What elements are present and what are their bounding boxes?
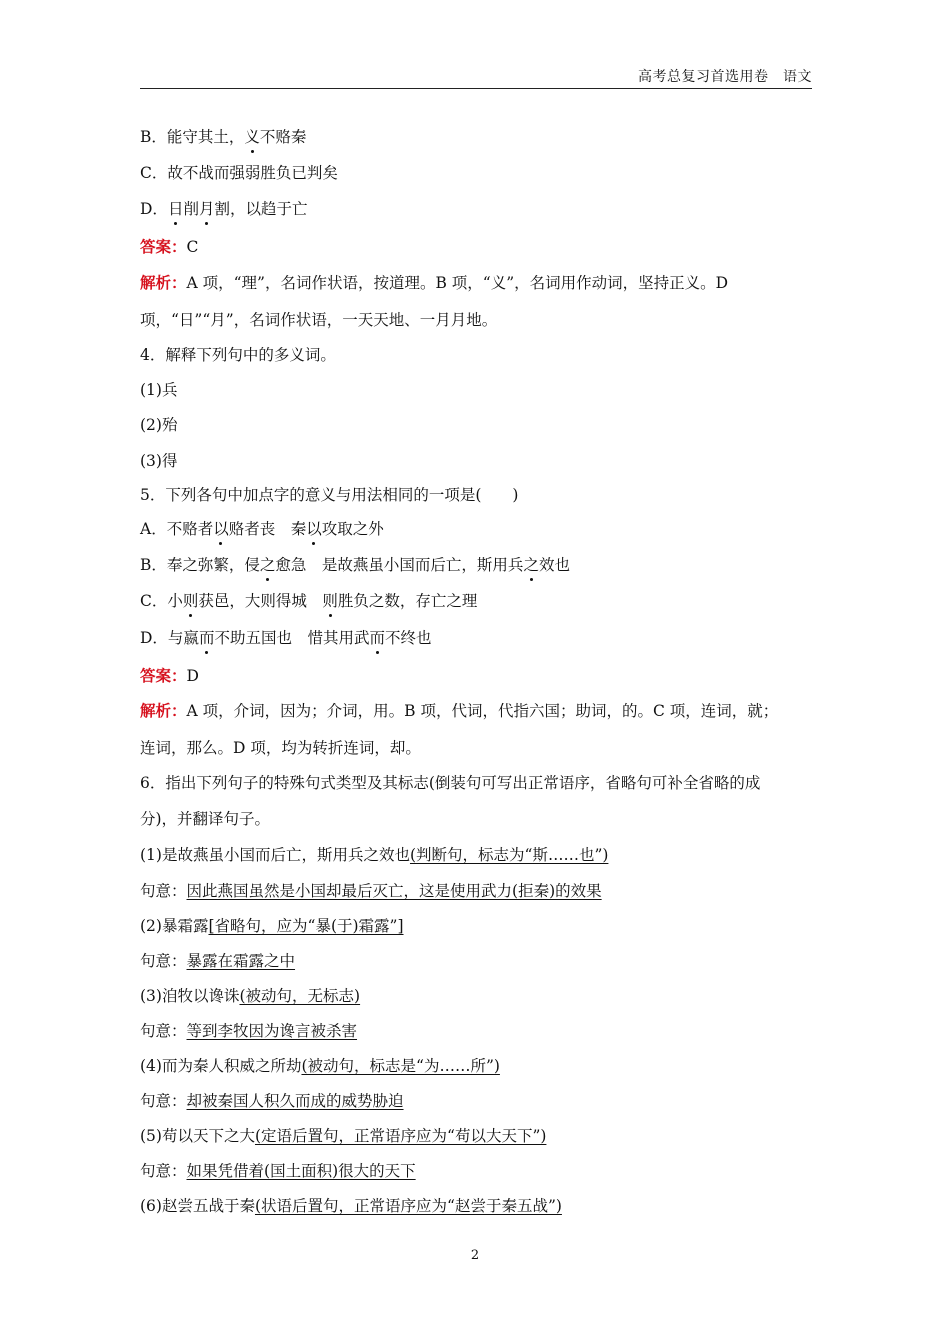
q3-answer: [140, 236, 198, 258]
answer-note: (状语后置句，正常语序应为“赵尝于秦五战”): [254, 1197, 562, 1215]
q4-stem: 4．解释下列句中的多义词。: [140, 346, 336, 364]
q6-item-6: (6)赵尝五战于秦(状语后置句，正常语序应为“赵尝于秦五战”): [140, 1197, 562, 1215]
dotted-char: 而: [369, 629, 385, 647]
dotted-char: 之: [259, 556, 276, 574]
q3-option-b: B．能守其土，义不赂秦: [140, 128, 307, 146]
q3-analysis-line-2: 项，“日”“月”，名词作状语，一天天地、一月月地。: [140, 311, 498, 329]
answer-note: (被动句，无标志): [239, 987, 361, 1005]
q6-meaning-1: 句意：因此燕国虽然是小国却最后灭亡，这是使用武力(拒秦)的效果: [140, 882, 602, 900]
q3-option-c: C．故不战而强弱胜负已判矣: [140, 164, 338, 182]
dotted-char: 之: [523, 556, 539, 574]
q5-option-a: A．不赂者以赂者丧 秦以攻取之外: [140, 520, 384, 538]
answer-note: (判断句，标志为“斯……也”): [409, 846, 609, 864]
meaning-text: 等到李牧因为谗言被杀害: [186, 1022, 358, 1040]
q5-option-b: B．奉之弥繁，侵之愈急 是故燕虽小国而后亡，斯用兵之效也: [140, 556, 570, 574]
q5-analysis-line-2: 连词，那么。D 项，均为转折连词，却。: [140, 739, 421, 757]
analysis-label: 解析：: [140, 273, 187, 292]
answer-label: 答案：: [140, 237, 187, 256]
q6-item-2: (2)暴霜露[省略句，应为“暴(于)霜露”]: [140, 917, 404, 935]
dotted-char: 日: [167, 200, 184, 218]
answer-label: 答案：: [140, 666, 187, 685]
dotted-char: 以: [213, 520, 229, 538]
dotted-char: 则: [182, 592, 199, 610]
q3-analysis-line-1: 解析：A 项，“理”，名词作状语，按道理。B 项，“义”，名词用作动词，坚持正义。D: [140, 273, 729, 292]
answer-value: D: [186, 667, 199, 685]
q5-option-c: C．小则获邑，大则得城 则胜负之数，存亡之理: [140, 592, 478, 610]
q6-item-1: (1)是故燕虽小国而后亡，斯用兵之效也(判断句，标志为“斯……也”): [140, 846, 609, 864]
answer-note: [省略句，应为“暴(于)霜露”]: [208, 917, 404, 935]
dotted-char: 月: [198, 200, 215, 218]
meaning-text: 暴露在霜露之中: [186, 952, 296, 970]
q6-meaning-4: 句意：却被秦国人积久而成的威势胁迫: [140, 1092, 404, 1110]
page-header: [140, 66, 812, 89]
q6-stem-line-2: 分)，并翻译句子。: [140, 810, 271, 828]
q6-item-4: (4)而为秦人积威之所劫(被动句，标志是“为……所”): [140, 1057, 500, 1075]
q4-item-3: (3)得: [140, 452, 178, 470]
q6-meaning-5: 句意：如果凭借着(国土面积)很大的天下: [140, 1162, 416, 1180]
analysis-label: 解析：: [140, 701, 187, 720]
answer-note: (被动句，标志是“为……所”): [301, 1057, 500, 1075]
q6-item-3: (3)洎牧以谗诛(被动句，无标志): [140, 987, 361, 1005]
q5-analysis-line-1: 解析：A 项，介词，因为；介词，用。B 项，代词，代指六国；助词，的。C 项，连词，就；: [140, 701, 779, 720]
q5-answer: [140, 665, 199, 687]
meaning-text: 却被秦国人积久而成的威势胁迫: [186, 1092, 404, 1110]
q5-option-d: D．与嬴而不助五国也 惜其用武而不终也: [140, 629, 432, 647]
q5-stem: 5．下列各句中加点字的意义与用法相同的一项是( ): [140, 486, 519, 504]
answer-note: (定语后置句，正常语序应为“苟以大天下”): [254, 1127, 547, 1145]
meaning-text: 如果凭借着(国土面积)很大的天下: [186, 1162, 416, 1180]
q4-item-2: (2)殆: [140, 416, 178, 434]
q6-meaning-2: 句意：暴露在霜露之中: [140, 952, 296, 970]
dotted-char: 以: [306, 520, 322, 538]
q6-meaning-3: 句意：等到李牧因为谗言被杀害: [140, 1022, 358, 1040]
page-number: 2: [470, 1248, 480, 1263]
q3-option-d: D．日削月割，以趋于亡: [140, 200, 308, 218]
meaning-text: 因此燕国虽然是小国却最后灭亡，这是使用武力(拒秦)的效果: [186, 882, 602, 900]
dotted-char: 则: [322, 592, 338, 610]
q4-item-1: (1)兵: [140, 381, 178, 399]
q6-item-5: (5)苟以天下之大(定语后置句，正常语序应为“苟以大天下”): [140, 1127, 547, 1145]
dotted-char: 而: [198, 629, 215, 647]
q6-stem-line-1: 6．指出下列句子的特殊句式类型及其标志(倒装句可写出正常语序，省略句可补全省略的成: [140, 774, 761, 792]
dotted-char: 义: [244, 128, 260, 146]
header-title: 高考总复习首选用卷 语文: [638, 69, 812, 85]
answer-value: C: [186, 238, 199, 256]
